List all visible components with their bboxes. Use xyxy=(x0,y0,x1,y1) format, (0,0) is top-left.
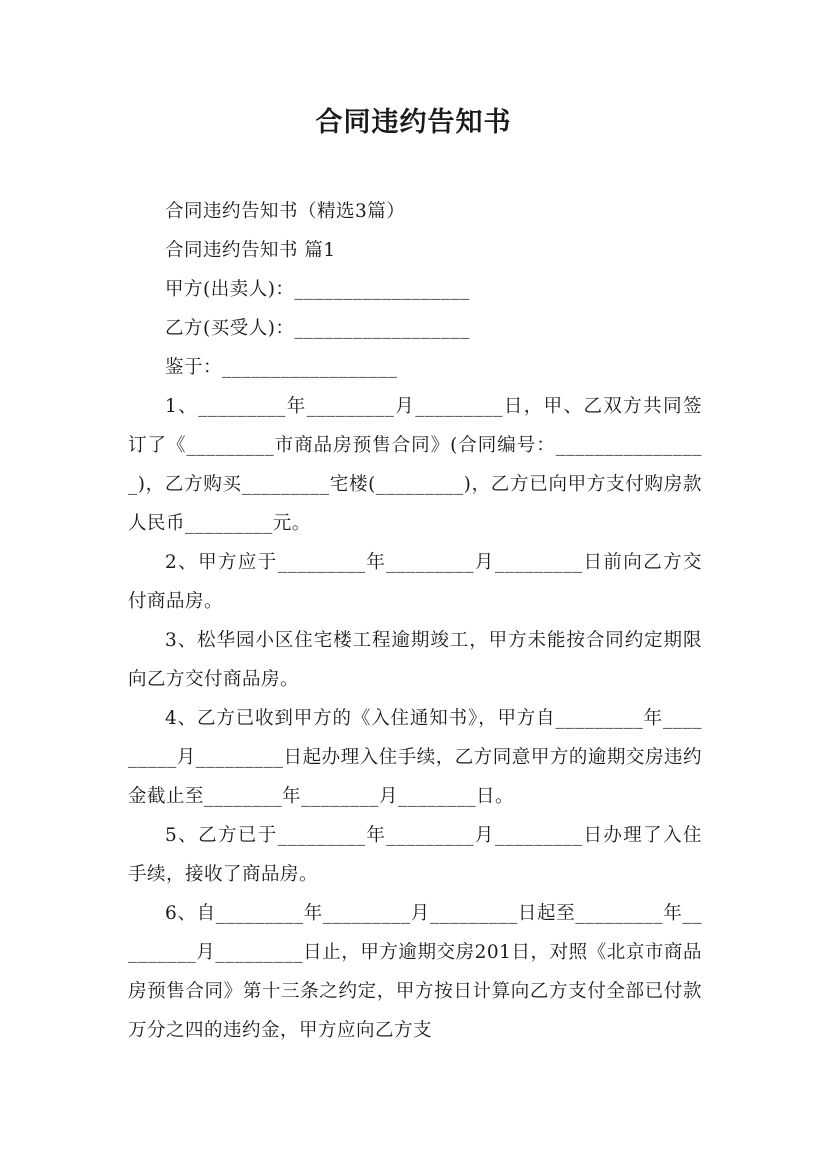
paragraph-clause-5: 5、乙方已于_________年_________月_________日办理了入住手续，接收了商品房。 xyxy=(128,825,702,885)
paragraph-clause-6: 6、自_________年_________月_________日起至_________年_________月_________日止，甲方逾期交房201日，对照《北京市商品房预售合同》第十三条之约定，甲方按日计算向乙方支付全部已付款万分之四的违约金，甲方应向乙方支 xyxy=(128,903,702,1041)
paragraph-clause-3: 3、松华园小区住宅楼工程逾期竣工，甲方未能按合同约定期限向乙方交付商品房。 xyxy=(128,630,702,690)
paragraph-heading-collection: 合同违约告知书（精选3篇） xyxy=(165,201,406,222)
paragraph-party-b: 乙方(买受人)：__________________ xyxy=(165,318,470,339)
paragraph-party-a: 甲方(出卖人)：__________________ xyxy=(165,279,470,300)
document-title: 合同违约告知书 xyxy=(315,107,512,138)
paragraph-whereas: 鉴于：__________________ xyxy=(165,357,398,378)
paragraph-heading-part1: 合同违约告知书 篇1 xyxy=(165,240,336,261)
paragraph-clause-2: 2、甲方应于_________年_________月_________日前向乙方交付商品房。 xyxy=(128,552,702,612)
paragraph-clause-4: 4、乙方已收到甲方的《入住通知书》，甲方自_________年_________月_________日起办理入住手续，乙方同意甲方的逾期交房违约金截止至________年________月________日。 xyxy=(128,708,702,807)
document-body xyxy=(128,192,702,1050)
paragraph-clause-1: 1、_________年_________月_________日，甲、乙双方共同签订了《_________市商品房预售合同》(合同编号：________________)，乙方购买_________宅楼(_________)，乙方已向甲方支付购房款人民币_________元。 xyxy=(128,396,702,534)
